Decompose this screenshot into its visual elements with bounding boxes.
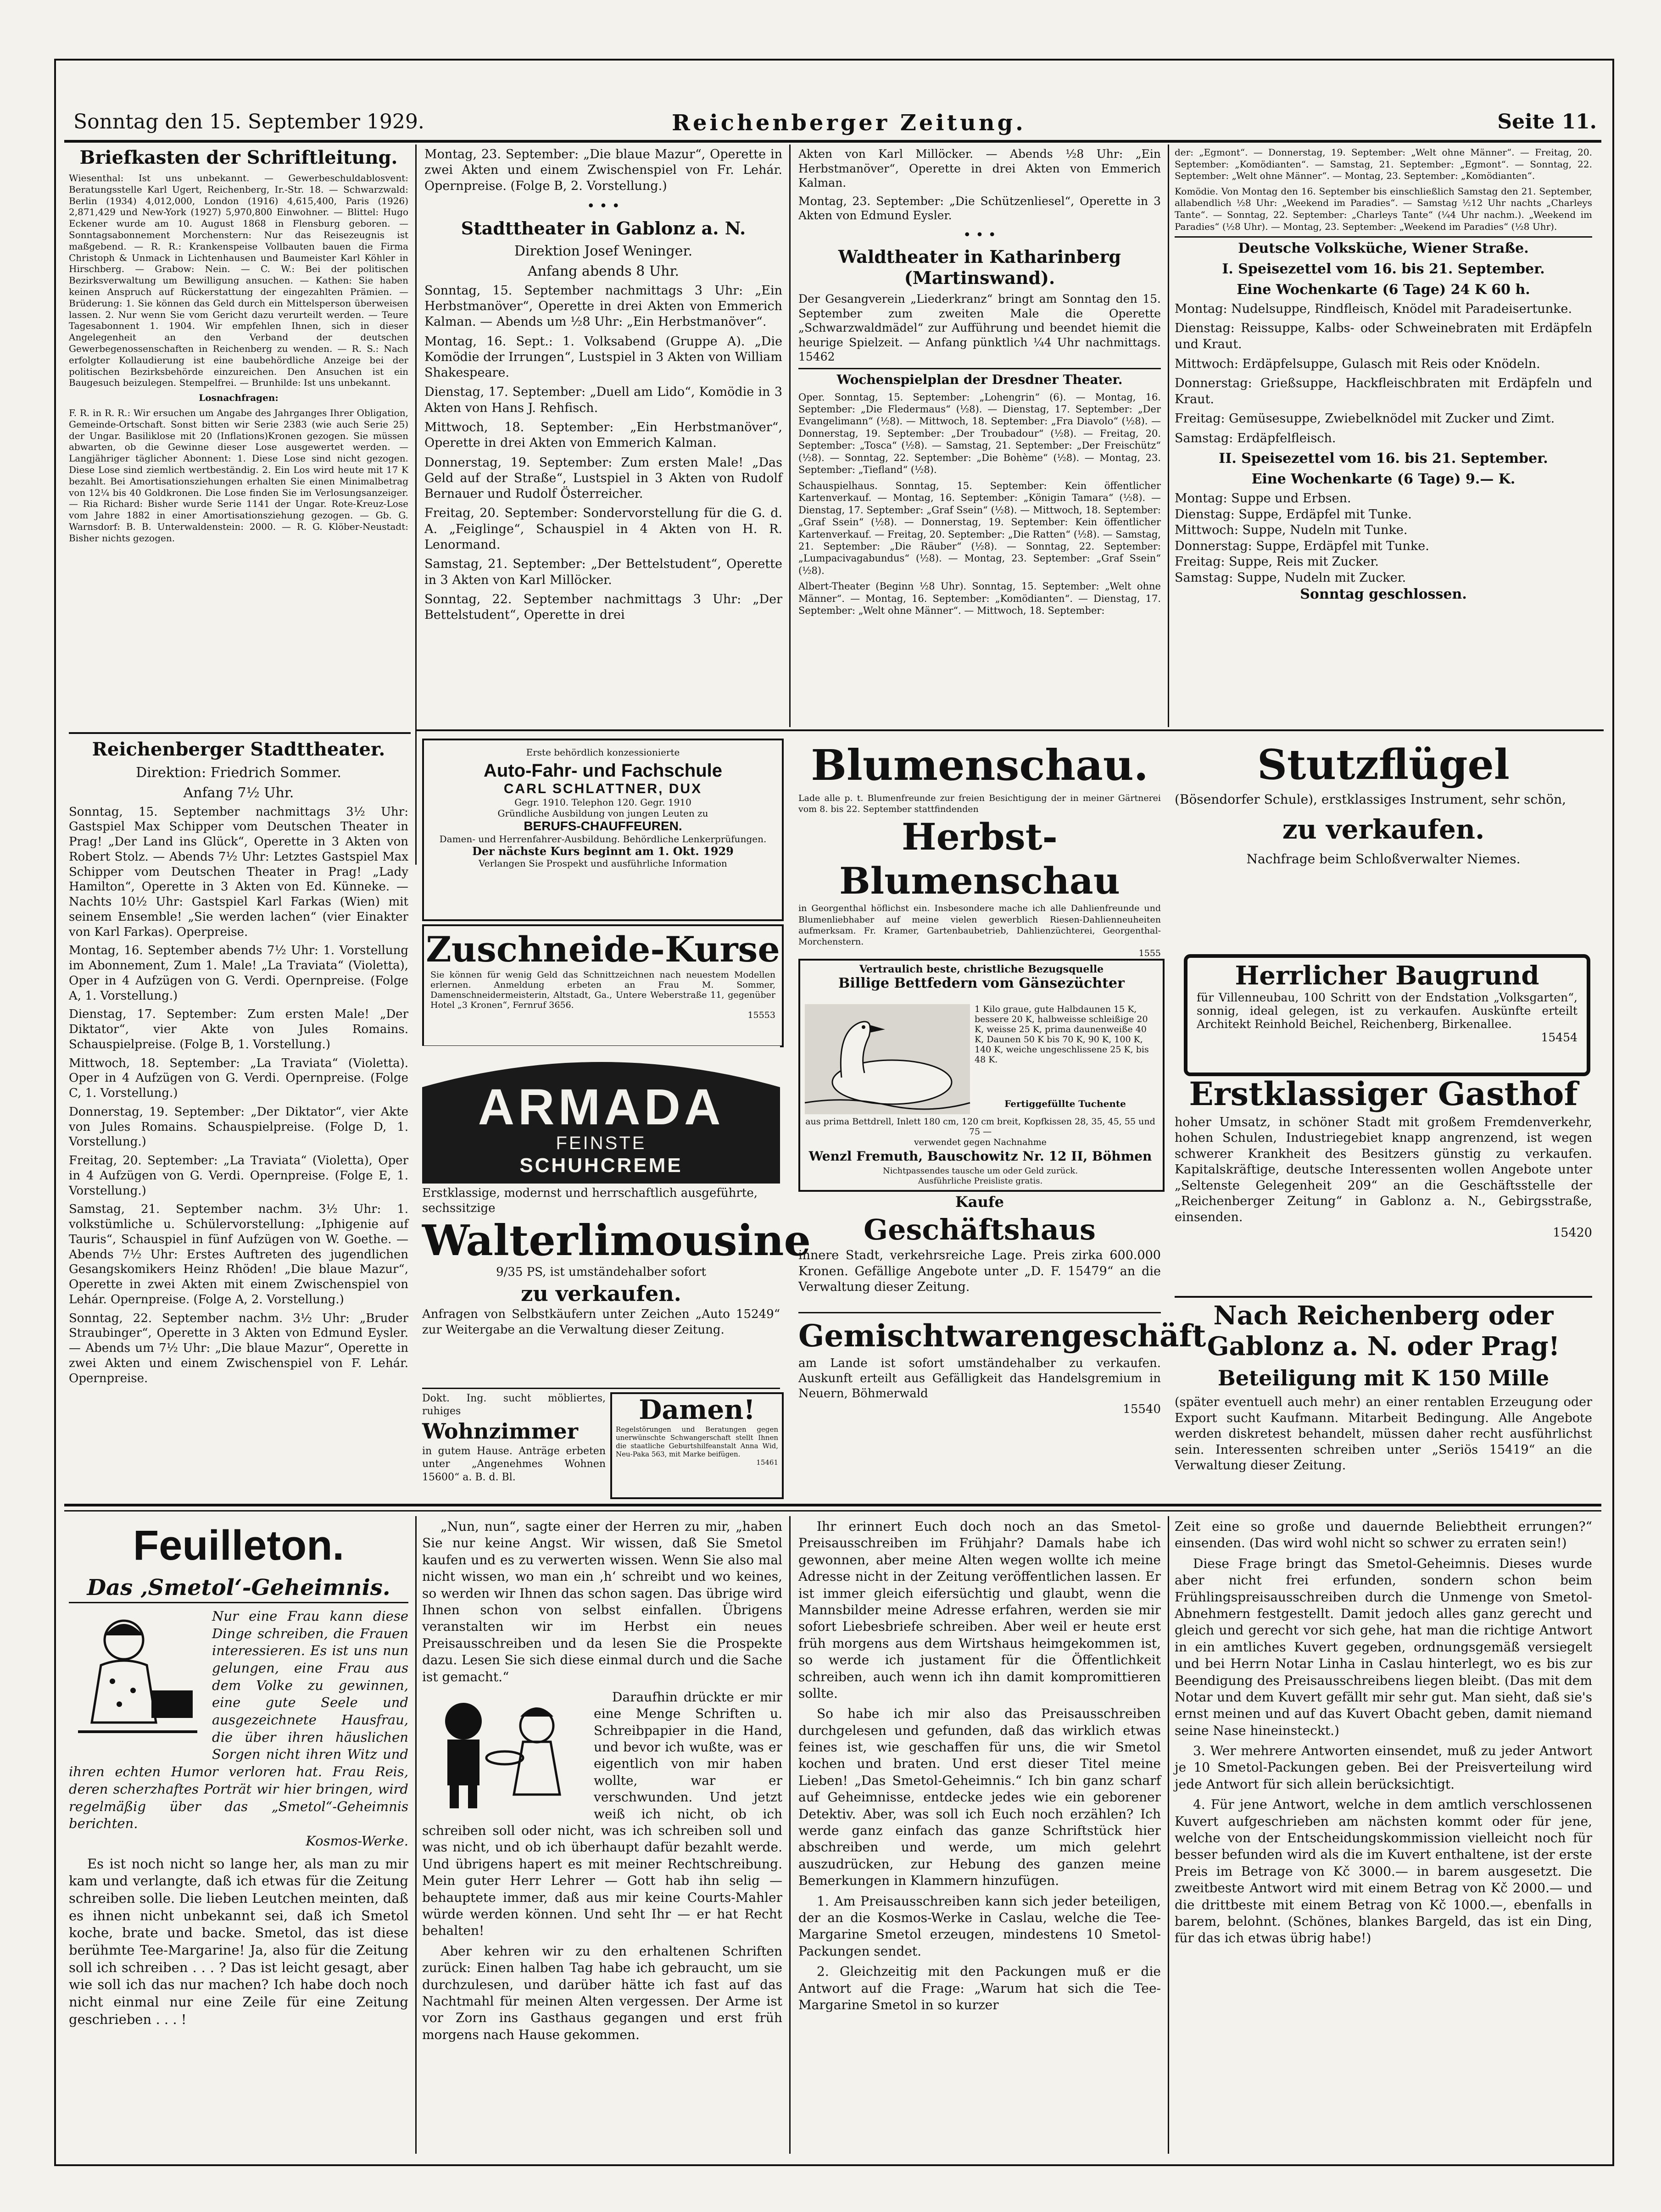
ad-baugrund: [1184, 954, 1590, 1076]
feuilleton-col1: [69, 1518, 408, 2156]
waldtheater-column: [798, 147, 1161, 725]
ad-intro: Dokt. Ing. sucht möbliertes, ruhiges: [422, 1393, 606, 1417]
dresden-albert: Albert-Theater (Beginn ½8 Uhr). Sonntag, 15. September: „Welt ohne Männer“. — Montag, 16. September: „Komödianten“. — Dienstag, 17. September: „Welt ohne Männer“. — Mittwoch, 18. September:: [798, 581, 1161, 617]
column-rule: [1168, 1516, 1169, 2154]
masthead: Reichenberger Zeitung.: [672, 110, 1026, 136]
ad-title: Herrlicher Baugrund: [1235, 961, 1539, 991]
ad-limousine: [422, 1186, 811, 1383]
program-entry: Dienstag, 17. September: Zum ersten Male! „Der Diktator“, vier Akte von Jules Romains. Schauspielpreise. (Folge B, 1. Vorstellung.): [69, 1007, 408, 1051]
menu-item: Mittwoch: Erdäpfelsuppe, Gulasch mit Reis oder Knödeln.: [1175, 356, 1540, 371]
menu-item: Dienstag: Suppe, Erdäpfel mit Tunke.: [1175, 507, 1412, 522]
ad-line: Verlangen Sie Prospekt und ausführliche Information: [479, 858, 727, 869]
program-entry: Montag, 16. Sept.: 1. Volksabend (Gruppe A). „Die Komödie der Irrungen“, Lustspiel in 3 Akten von William Shakespeare.: [424, 334, 782, 380]
ad-armada: [422, 1046, 780, 1184]
dresden-title: Wochenspielplan der Dresdner Theater.: [798, 368, 1161, 388]
menu2-title: II. Speisezettel vom 16. bis 21. September.: [1219, 450, 1548, 467]
section-rule: [1175, 1296, 1592, 1298]
feuilleton-paragraph: Aber kehren wir zu den erhaltenen Schriften zurück: Einen halben Tag habe ich gebraucht, um sie durchzulesen, und darüber hätte ich fast auf das Nachtmahl für meinen Alten vergessen. Der Arme ist vor Zorn ins Gasthaus gegangen und erst früh morgens nach Hause gekommen.: [422, 1943, 782, 2042]
feuilleton-paragraph: Ihr erinnert Euch doch noch an das Smetol-Preisausschreiben im Frühjahr? Damals habe ich gewonnen, aber meine Alten wegen wollte ich meine Adresse nicht in der Zeitung veröffentlichen lassen. Er ist immer gleich eifersüchtig und glaubt, wenn die Mannsbilder meine Adresse erfahren, werden sie mir sofort Liebesbriefe schreiben. Aber weil er heute erst früh morgens aus dem Wirtshaus heimgekommen ist, so werde ich justament für die Öffentlichkeit schreiben, auch wenn ich ihn damit kompromittieren sollte.: [798, 1519, 1161, 1701]
ad-line: Ausführliche Preisliste gratis.: [918, 1176, 1043, 1186]
ad-info: Gegr. 1910. Telephon 120. Gegr. 1910: [514, 797, 691, 808]
feuilleton-paragraph: 2. Gleichzeitig mit den Packungen muß er die Antwort auf die Frage: „Warum hat sich die Tee-Margarine Smetol in so kurzer: [798, 1964, 1161, 2012]
header-rule: [64, 140, 1601, 143]
ad-title: Zuschneide-Kurse: [426, 929, 780, 970]
ad-code: 15461: [756, 1458, 778, 1467]
menu-item: Freitag: Suppe, Reis mit Zucker.: [1175, 555, 1379, 569]
feuilleton-col2: [422, 1518, 782, 2156]
ad-title: Nach Reichenberg oder Gablonz a. N. oder Prag!: [1207, 1301, 1560, 1362]
menu-item: Samstag: Erdäpfelfleisch.: [1175, 431, 1336, 445]
gablonz-direction: Direktion Josef Weninger.: [514, 243, 693, 259]
ad-damen: [610, 1392, 784, 1499]
column-rule: [789, 1516, 791, 2154]
menu-item: Montag: Suppe und Erbsen.: [1175, 491, 1351, 506]
program-entry: Donnerstag, 19. September: Zum ersten Male! „Das Geld auf der Straße“, Lustspiel in 3 Akten von Rudolf Bernauer und Rudolf Österreicher.: [424, 455, 782, 501]
program-entry: Mittwoch, 18. September: „La Traviata“ (Violetta). Oper in 4 Aufzügen von G. Verdi. Opernpreise. (Folge C, 1. Vorstellung.): [69, 1056, 408, 1100]
ad-name: Wenzl Fremuth, Bauschowitz Nr. 12 II, Böhmen: [808, 1149, 1152, 1164]
stadttheater-start: Anfang 7½ Uhr.: [183, 784, 294, 801]
ad-geschaeftshaus: [798, 1193, 1161, 1307]
ad-text: Sie können für wenig Geld das Schnittzeichnen nach neuestem Modellen erlernen. Anmeldung erbeten an Frau M. Sommer, Damenschneidermeisterin, Altstadt, Ga., Untere Weberstraße 11, gegenüber Hotel „3 Kronen“, Fernruf 3656.: [430, 970, 775, 1010]
program-entry: Mittwoch, 18. September: „Ein Herbstmanöver“, Operette in drei Akten von Emmerich Kalman.: [424, 420, 782, 450]
feuilleton-paragraph: 3. Wer mehrere Antworten einsendet, muß zu jeder Antwort je 10 Smetol-Packungen geben. Bei der Preisverteilung wird jede Antwort für sich allein berücksichtigt.: [1175, 1743, 1592, 1792]
ad-line: Fertiggefüllte Tuchente: [1004, 1098, 1126, 1109]
volkskueche-column: [1175, 147, 1592, 725]
ad-bettfedern: [798, 959, 1165, 1192]
ad-intro: Erstklassige, modernst und herrschaftlich ausgeführte, sechssitzige: [422, 1186, 758, 1216]
ad-gemischtwaren: [798, 1317, 1206, 1495]
feuilleton-paragraph: 4. Für jene Antwort, welche in dem amtlich verschlossenen Kuvert aufgeschrieben am nächsten kommt oder für jene, welche von der Entscheidungskommission vielleicht noch für besser befunden wird als die im Kuvert enthaltene, ist der erste Preis im Betrage von Kč 3000.— in barem ausgesetzt. Die zweitbeste Antwort wird mit einem Betrag von Kč 2000.— und die drittbeste mit einem Betrag von Kč 1000.—, ebenfalls in barem, belohnt. (Schönes, blankes Bargeld, das ist ein Ding, für das ich etwas übrig habe!): [1175, 1797, 1592, 1946]
ad-wohnzimmer: [422, 1392, 606, 1495]
section-rule: [422, 1388, 780, 1389]
column-rule: [415, 145, 417, 865]
briefkasten-title: Briefkasten der Schriftleitung.: [79, 147, 398, 168]
menu-item: Donnerstag: Suppe, Erdäpfel mit Tunke.: [1175, 539, 1429, 553]
ad-text: am Lande ist sofort umständehalber zu verkaufen. Auskunft erteilt aus Gefälligkeit das Handelsgremium in Neuern, Böhmerwald: [798, 1356, 1161, 1401]
ad-title: Herbst-Blumenschau: [839, 815, 1120, 903]
ad-text: hoher Umsatz, in schöner Stadt mit großem Fremdenverkehr, hohen Schulen, Industriegebiet knapp angrenzend, ist wegen schwerer Krankheit des Besitzers günstig zu verkaufen. Kapitalskräftige, deutsche Interessenten wollen Angebote unter „Seltenste Gelegenheit 209“ an die Geschäftsstelle der „Reichenberger Zeitung“ in Gablonz a. N., Gebirgsstraße, einsenden.: [1175, 1115, 1592, 1224]
feuilleton-intro: Nur eine Frau kann diese Dinge schreiben, die Frauen interessieren. Es ist uns nun gelungen, eine Frau aus dem Volke zu gewinnen, eine gute Seele und ausgezeichnete Hausfrau, die über ihren häuslichen Sorgen nicht ihren Witz und ihren echten Humor verloren hat. Frau Reis, deren scherzhaftes Porträt wir hier bringen, wird regelmäßig über das „Smetol“-Geheimnis berichten.: [69, 1608, 408, 1832]
ad-line: Vertraulich beste, christliche Bezugsquelle: [859, 963, 1104, 975]
feuilleton-rule: [64, 1504, 1601, 1506]
menu-closing: Sonntag geschlossen.: [1300, 586, 1467, 603]
ad-text: aus prima Bettdrell, Inlett 180 cm, 120 cm breit, Kopfkissen 28, 35, 45, 55 und 75 —: [805, 1117, 1155, 1137]
section-rule: [69, 732, 411, 734]
dresden-schauspiel: Schauspielhaus. Sonntag, 15. September: Kein öffentlicher Kartenverkauf. — Montag, 16. September: „Königin Tamara“ (½8). — Dienstag, 17. September: „Graf Ssein“ (½8). — Mittwoch, 18. September: „Graf Ssein“ (½8). — Donnerstag, 19. September: Kein öffentlicher Kartenverkauf. — Freitag, 20. September: „Die Ratten“ (½8). — Samstag, 21. September: „Die Räuber“ (½8). — Sonntag, 22. September: „Lumpacivagabundus“ (½8). — Montag, 23. September: „Graf Ssein“ (½8).: [798, 480, 1161, 576]
column-rule: [1168, 145, 1169, 727]
menu-item: Mittwoch: Suppe, Nudeln mit Tunke.: [1175, 523, 1408, 538]
briefkasten-text: Wiesenthal: Ist uns unbekannt. — Gewerbeschuldablosvent: Beratungsstelle Karl Ugert, Reichenberg, Ir.-Str. 18. — Schwarzwald: Berlin (1934) 4,012,000, London (1916) 4,615,400, Paris (1926) 2,871,429 und New-York (1927) 5,970,800 Einwohner. — Blittel: Hugo Eckener wurde am 10. August 1868 in Flensburg geboren. — Sonntagsabonnement Morchenstern: Nur das Reisezeugnis ist maßgebend. — R. R.: Krankenspeise Vollbauten bauen die Firma Christoph & Unmack in Lichtenhausen und Baumeister Karl Köhler in Hirschberg. — Grabow: Nein. — C. W.: Bei der politischen Bezirksverwaltung um Bewilligung ansuchen. — Kathen: Sie haben keinen Anspruch auf Rückerstattung der eingezahlten Prämien. — Brüderung: 1. Sie können das Geld durch ein Mittelsperson überweisen lassen. 2. Nur wenn Sie vom Gericht dazu verurteilt werden. — Teure Tagesabonnent 1. 1904. Wir empfehlen Ihnen, sich in dieser Angelegenheit an den Verband der deutschen Gewerbegenossenschaften in Reichenberg zu wenden. — R. S.: Nach erfolgter Kollaudierung ist eine baubehördliche Anzeige bei der politischen Bezirksbehörde einzureichen. Den Ansuchen ist ein Baugesuch beizulegen. Stempelfrei. — Brunhilde: Ist uns unbekannt.: [69, 172, 408, 389]
program-entry: Freitag, 20. September: „La Traviata“ (Violetta), Oper in 4 Aufzügen von G. Verdi. Opernpreise. (Folge E, 1. Vorstellung.): [69, 1154, 408, 1198]
ad-line: Der nächste Kurs beginnt am 1. Okt. 1929: [472, 845, 734, 858]
ad-code: 15420: [1553, 1226, 1592, 1240]
ad-title: Wohnzimmer: [422, 1419, 578, 1444]
ad-line: Nachfrage beim Schloßverwalter Niemes.: [1246, 851, 1521, 867]
ad-zuschneide-kurse: [422, 924, 784, 1047]
armada-line: FEINSTE: [556, 1133, 647, 1153]
ad-title: Damen!: [639, 1394, 755, 1425]
section-rule: [798, 1312, 1161, 1313]
ad-line: zu verkaufen.: [521, 1281, 681, 1306]
cartoon-figures: [422, 1689, 587, 1813]
program-entry: Montag, 16. September abends 7½ Uhr: 1. Vorstellung im Abonnement, Zum 1. Male! „La Traviata“ (Violetta), Oper in 4 Aufzügen von G. Verdi. Opernpreise. (Folge A, 1. Vorstellung.): [69, 944, 408, 1003]
menu-item: Donnerstag: Grießsuppe, Hackfleischbraten mit Erdäpfeln und Kraut.: [1175, 376, 1592, 406]
menu-item: Samstag: Suppe, Nudeln mit Zucker.: [1175, 570, 1406, 585]
ad-beteiligung: [1175, 1301, 1592, 1495]
armada-line: SCHUHCREME: [519, 1154, 683, 1177]
program-entry: Donnerstag, 19. September: „Der Diktator“, vier Akte von Jules Romains. Schauspielpreise. (Folge D, 1. Vorstellung.): [69, 1105, 408, 1149]
separator-dots: • • •: [586, 198, 620, 214]
gablonz-title: Stadttheater in Gablonz a. N.: [461, 217, 746, 239]
ad-line: 9/35 PS, ist umständehalber sofort: [496, 1265, 706, 1279]
ad-title: Gemischtwarengeschäft: [798, 1318, 1206, 1354]
ad-autoschule: [422, 739, 784, 921]
ad-text: innere Stadt, verkehrsreiche Lage. Preis zirka 600.000 Kronen. Gefällige Angebote unter „D. F. 15479“ an die Verwaltung dieser Zeitung.: [798, 1248, 1161, 1295]
column-rule: [789, 145, 791, 727]
ad-blumenschau: [798, 739, 1161, 958]
ad-line: Nichtpassendes tausche um oder Geld zurück.: [882, 1166, 1078, 1176]
ad-name: CARL SCHLATTNER, DUX: [503, 781, 702, 796]
waldtheater-text: Der Gesangverein „Liederkranz“ bringt am Sonntag den 15. September zum zweiten Male die Operette „Schwarzwaldmädel“ zur Aufführung und beendet hiemit die heurige Spielzeit. — Anfang pünktlich ¼4 Uhr nachmittags. 15462: [798, 292, 1161, 364]
program-entry: Samstag, 21. September: „Der Bettelstudent“, Operette in 3 Akten von Karl Millöcker.: [424, 557, 782, 587]
gablonz-start: Anfang abends 8 Uhr.: [527, 263, 680, 279]
ad-line: Kaufe: [955, 1193, 1004, 1211]
waldtheater-intro: Akten von Karl Millöcker. — Abends ½8 Uhr: „Ein Herbstmanöver“, Operette in drei Akten von Emmerich Kalman.: [798, 147, 1161, 189]
feuilleton-signature: Kosmos-Werke.: [306, 1833, 408, 1849]
ad-title: Stutzflügel: [1257, 740, 1510, 789]
ad-code: 15540: [1123, 1402, 1161, 1416]
dresden-oper: Oper. Sonntag, 15. September: „Lohengrin“ (6). — Montag, 16. September: „Die Fledermaus“ (½8). — Dienstag, 17. September: „Der Evangelimann“ (½8). — Mittwoch, 18. September: „Fra Diavolo“ (½8). — Donnerstag, 19. September: „Der Troubadour“ (½8). — Freitag, 20. September: „Tosca“ (½8). — Samstag, 21. September: „Der Freischütz“ (½8). — Sonntag, 22. September: „Die Bohème“ (½8). — Montag, 23. September: „Tiefland“ (½8).: [798, 391, 1161, 476]
ad-line: Lade alle p. t. Blumenfreunde zur freien Besichtigung der in meiner Gärtnerei vom 8. bis 22. September stattfindenden: [798, 793, 1161, 815]
ad-text: für Villenneubau, 100 Schritt von der Endstation „Volksgarten“, sonnig, ideal gelegen, ist zu verkaufen. Auskünfte erteilt Architekt Reinhold Beichel, Reichenberg, Birkenallee.: [1197, 991, 1577, 1031]
ad-line: verwendet gegen Nachnahme: [914, 1137, 1047, 1147]
ad-code: 1555: [1138, 948, 1161, 958]
armada-brand: ARMADA: [478, 1079, 725, 1135]
frau-reis-portrait: [69, 1608, 206, 1745]
separator-dots: • • •: [963, 227, 997, 243]
feuilleton-paragraph: Es ist noch nicht so lange her, als man zu mir kam und verlangte, daß ich etwas für die Zeitung schreiben solle. Die lieben Leutchen meinten, daß es ihnen nicht unbekannt sei, daß ich Smetol koche, brate und backe. Smetol, das ist diese berühmte Tee-Margarine! Ja, also für die Zeitung soll ich schreiben . . . ? Das ist leicht gesagt, aber wie soll ich das nur machen? Ich habe doch noch nicht einmal nur eine Zeile für eine Zeitung geschrieben . . . !: [69, 1856, 408, 2027]
program-entry: Sonntag, 22. September nachmittags 3 Uhr: „Der Bettelstudent“, Operette in drei: [424, 592, 782, 622]
ad-text: Regelstörungen und Beratungen gegen unerwünschte Schwangerschaft stellt Ihnen die staatliche Geburtshilfeanstalt Anna Wid, Neu-Paka 563, mit Marke beifügen.: [616, 1425, 778, 1458]
waldtheater-title: Waldtheater in Katharinberg (Martinswand).: [838, 246, 1121, 288]
ad-code: 15553: [747, 1010, 775, 1020]
ad-text: (später eventuell auch mehr) an einer rentablen Erzeugung oder Export sucht Kaufmann. Mitarbeit Bedingung. Alle Angebote werden diskretest behandelt, müssen daher recht ausführlichst sein. Interessenten schreiben unter „Seriös 15419“ an die Verwaltung dieser Zeitung.: [1175, 1395, 1592, 1473]
stadttheater-column: [69, 739, 408, 1495]
column-rule: [415, 1516, 417, 2154]
page-number: Seite 11.: [1497, 110, 1597, 133]
feuilleton-title: Das ‚Smetol‘-Geheimnis.: [69, 1573, 408, 1603]
ad-line: zu verkaufen.: [1282, 814, 1485, 845]
komoedie-intro: der: „Egmont“. — Donnerstag, 19. September: „Welt ohne Männer“. — Freitag, 20. September: „Komödianten“. — Samstag, 21. September: „Egmont“. — Sonntag, 22. September: „Welt ohne Männer“. — Montag, 23. September: „Komödianten“.: [1175, 147, 1592, 182]
ad-line: Erste behördlich konzessionierte: [526, 747, 680, 758]
ad-text: Anfragen von Selbstkäufern unter Zeichen „Auto 15249“ zur Weitergabe an die Verwaltung dieser Zeitung.: [422, 1307, 780, 1337]
program-entry: Sonntag, 15. September nachmittags 3½ Uhr: Gastspiel Max Schipper vom Deutschen Theater in Prag! „Der Land ins Glück“, Operette in 3 Akten von Robert Stolz. — Abends 7½ Uhr: Letztes Gastspiel Max Schipper vom Deutschen Theater in Prag! „Lady Hamilton“, Operette in 3 Akten von Ed. Künneke. — Nachts 10½ Uhr: Gastspiel Karl Farkas (Wien) mit seinem Ensemble! „Sie werden lachen“ (vier Einakter von Karl Farkas). Operpreise.: [69, 805, 408, 939]
header-date: Sonntag den 15. September 1929.: [73, 110, 424, 133]
feuilleton-col3: [798, 1518, 1161, 2156]
feuilleton-paragraph: So habe ich mir also das Preisausschreiben durchgelesen und gefunden, daß das wirklich etwas feines ist, wie geschaffen für uns, die wir Smetol kochen und braten. Und erst dieser Titel meine Lieben! „Das Smetol-Geheimnis.“ Ich bin ganz scharf auf Geheimnisse, entdecke jedes wie ein geborener Detektiv. Aber, was soll ich Euch noch erzählen? Ich werde ganz einfach das ganze Schriftstück hier abschreiben und werde, um mich gelehrt auszudrücken, zur Hebung des ganzen meine Bemerkungen in Klammern hinzufügen.: [798, 1706, 1161, 1889]
menu1-title: I. Speisezettel vom 16. bis 21. September.: [1222, 261, 1545, 278]
ad-title: Blumenschau.: [811, 740, 1148, 790]
menu-item: Freitag: Gemüsesuppe, Zwiebelknödel mit Zucker und Zimt.: [1175, 411, 1555, 426]
feuilleton-heading: Feuilleton.: [133, 1522, 344, 1569]
briefkasten-column: [69, 147, 408, 725]
komoedie-intro2: Komödie. Von Montag den 16. September bis einschließlich Samstag den 21. September, allabendlich ½8 Uhr: „Weekend im Paradies“. — Samstag ½12 Uhr nachts „Charleys Tante“. — Sonntag, 22. September: „Charleys Tante“ (¼4 Uhr nachm.). „Weekend im Paradies“ (½8 Uhr). — Montag, 23. September: „Weekend im Paradies“ (½8 Uhr).: [1175, 185, 1592, 232]
feuilleton-paragraph: 1. Am Preisausschreiben kann sich jeder beteiligen, der an die Kosmos-Werke in Caslau, welche die Tee-Margarine Smetol erzeugen, mindestens 10 Smetol-Packungen sendet.: [798, 1893, 1161, 1959]
ad-code: 15454: [1541, 1031, 1577, 1044]
ad-title: Auto-Fahr- und Fachschule: [484, 761, 722, 781]
ad-stutzfluegel: [1175, 739, 1592, 950]
ad-title: Billige Bettfedern vom Gänsezüchter: [838, 975, 1125, 991]
stadttheater-title: Reichenberger Stadttheater.: [92, 739, 385, 760]
menu-item: Montag: Nudelsuppe, Rindfleisch, Knödel mit Paradeisertunke.: [1175, 301, 1572, 316]
ad-text: in gutem Hause. Anträge erbeten unter „Angenehmes Wohnen 15600“ a. B. d. Bl.: [422, 1445, 606, 1483]
gablonz-theater-column: [424, 147, 782, 723]
gablonz-intro: Montag, 23. September: „Die blaue Mazur“, Operette in zwei Akten und einem Zwischenspiel von Fr. Lehár. Opernpreise. (Folge B, 2. Vorstellung.): [424, 147, 782, 193]
program-entry: Samstag, 21. September nachm. 3½ Uhr: 1. volkstümliche u. Schülervorstellung: „Iphigenie auf Tauris“, Schauspiel in fünf Aufzügen von W. Goethe. — Abends 7½ Uhr: Erstes Auftreten des jugendlichen Gesangskomikers Heinz Rhöden! „Die blaue Mazur“, Operette in zwei Akten mit einem Zwischenspiel von Lehár. Opernpreise. (Folge A, 2. Vorstellung.): [69, 1202, 408, 1306]
ad-line: Damen- und Herrenfahrer-Ausbildung. Behördliche Lenkerprüfungen.: [439, 834, 767, 845]
ad-text: 1 Kilo graue, gute Halbdaunen 15 K, bessere 20 K, halbweisse schleißige 20 K, weisse 25 K, prima daunenweiße 40 K, Daunen 50 K bis 70 K, 90 K, 100 K, 140 K, weiche ungeschlissene 25 K, bis 48 K.: [975, 1004, 1149, 1065]
ad-gasthof: [1175, 1073, 1592, 1289]
volkskueche-title: Deutsche Volksküche, Wiener Straße.: [1175, 236, 1592, 257]
menu-item: Dienstag: Reissuppe, Kalbs- oder Schweinebraten mit Erdäpfeln und Kraut.: [1175, 321, 1592, 352]
ads-rule: [415, 729, 1604, 731]
ad-title: Walterlimousine: [422, 1215, 811, 1265]
waldtheater-intro2: Montag, 23. September: „Die Schützenliesel“, Operette in 3 Akten von Edmund Eysler.: [798, 194, 1161, 222]
ad-line: BERUFS-CHAUFFEUREN.: [524, 819, 682, 833]
feuilleton-paragraph: „Nun, nun“, sagte einer der Herren zu mir, „haben Sie nur keine Angst. Wir wissen, daß Sie Smetol kaufen und es zu verwerten wissen. Wenn Sie also mal nicht wissen, wo man ein ‚h‘ schreibt und wo keines, so werden wir Ihnen das schon sagen. Das übrige wird Ihnen schon von selbst einfallen. Übrigens veranstalten wir im Herbst ein neues Preisausschreiben und da lesen Sie die Prospekte dazu. Lesen Sie sich diese einmal durch und die Sache ist gemacht.“: [422, 1519, 782, 1684]
feuilleton-col4: [1175, 1518, 1592, 2156]
feuilleton-rule: [64, 1510, 1601, 1512]
program-entry: Dienstag, 17. September: „Duell am Lido“, Komödie in 3 Akten von Hans J. Rehfisch.: [424, 385, 782, 415]
ad-title: Erstklassiger Gasthof: [1189, 1075, 1578, 1113]
ad-line: Beteiligung mit K 150 Mille: [1217, 1366, 1550, 1391]
losnachfragen-text: F. R. in R. R.: Wir ersuchen um Angabe des Jahrganges Ihrer Obligation, Gemeinde-Ortschaft. Sonst bitten wir Serie 2383 (wie auch Serie 25) der Ungar. Basiliklose mit 20 (Inflations)Kronen gezogen. Sie müssen abwarten, ob die Gewinne dieser Lose ausgewertet werden. — Langjähriger täglicher Abonnent: 1. Diese Lose sind nicht gezogen. Diese Lose sind ziemlich wertbeständig. 2. Ein Los wird heute mit 17 K bezahlt. Bei Amortisationsziehungen erhalten Sie einen Minimalbetrag von 12¼ bis 40 Goldkronen. Die Lose finden Sie im Verlosungsanzeiger. — Ria Richard: Bisher wurde Serie 1141 der Ungar. Rote-Kreuz-Lose vom Jahre 1882 in einer Amortisationsziehung gezogen. — Gb. G. Warnsdorf: B. B. Unterwaldenstein: 2000. — R. G. Klöber-Neustadt: Bisher nichts gezogen.: [69, 407, 408, 544]
feuilleton-paragraph: Daraufhin drückte er mir eine Menge Schriften u. Schreibpapier in die Hand, und bevor ich wußte, was er eigentlich von mir haben wollte, war er verschwunden. Und jetzt weiß ich nicht, ob ich schreiben soll oder nicht, was ich schreiben soll und was nicht, und ob ich überhaupt dafür bezahlt werde. Und übrigens hapert es mit meiner Rechtschreibung. Mein guter Herr Lehrer — Gott hab ihn selig — behauptete immer, daß aus mir keine Courts-Mahler würde werden können. Und seht Ihr — er hat Recht behalten!: [422, 1689, 782, 1939]
ad-line: Gründliche Ausbildung von jungen Leuten zu: [497, 808, 708, 819]
feuilleton-paragraph: Diese Frage bringt das Smetol-Geheimnis. Dieses wurde aber nicht frei erfunden, sondern schon beim Frühlingspreisausschreiben durch die Unmenge von Smetol-Abnehmern festgestellt. Damit jedoch alles ganz gerecht und gleich und gerecht vor sich gehe, hat man die richtige Antwort in ein amtliches Kuvert gegeben, ordnungsgemäß versiegelt und bei Herrn Notar Linha in Caslau hinterlegt, wo es bis zur Beendigung des Preisausschreibens liegen bleibt. (Das mit dem Notar und dem Kuvert gefällt mir sehr gut. Man sieht, daß sie's ernst meinen und auf das Kuvert Obacht geben, damit niemand seine Nase hineinsteckt.): [1175, 1556, 1592, 1738]
menu1-price: Eine Wochenkarte (6 Tage) 24 K 60 h.: [1237, 281, 1530, 298]
menu2-price: Eine Wochenkarte (6 Tage) 9.— K.: [1251, 471, 1516, 487]
program-entry: Freitag, 20. September: Sondervorstellung für die G. d. A. „Feiglinge“, Schauspiel in 4 Akten von H. R. Lenormand.: [424, 506, 782, 552]
ad-title: Geschäftshaus: [864, 1212, 1096, 1246]
program-entry: Sonntag, 22. September nachm. 3½ Uhr: „Bruder Straubinger“, Operette in 3 Akten von Edmund Eysler. — Abends um 7½ Uhr: „Die blaue Mazur“, Operette in zwei Akten und einem Zwischenspiel von F. Lehár. Opernpreise.: [69, 1311, 408, 1385]
ad-text: (Bösendorfer Schule), erstklassiges Instrument, sehr schön,: [1175, 792, 1566, 807]
program-entry: Sonntag, 15. September nachmittags 3 Uhr: „Ein Herbstmanöver“, Operette in drei Akten von Emmerich Kalman. — Abends um ½8 Uhr: „Ein Herbstmanöver“.: [424, 283, 782, 329]
ad-line: in Georgenthal höflichst ein. Insbesondere mache ich alle Dahlienfreunde und Blumenliebhaber auf meine vielen gewerblich Riesen-Dahlienneuheiten aufmerksam. Fr. Kramer, Gartenbaubetrieb, Dahlienzüchterei, Georgenthal-Morchenstern.: [798, 903, 1161, 947]
goose-illustration: [805, 1004, 970, 1114]
losnachfragen-heading: Losnachfragen:: [199, 392, 279, 404]
feuilleton-paragraph: Zeit eine so große und dauernde Beliebtheit errungen?“ einsenden. (Das wird wohl nicht so schwer zu erraten sein!): [1175, 1519, 1592, 1551]
stadttheater-direction: Direktion: Friedrich Sommer.: [136, 765, 341, 781]
